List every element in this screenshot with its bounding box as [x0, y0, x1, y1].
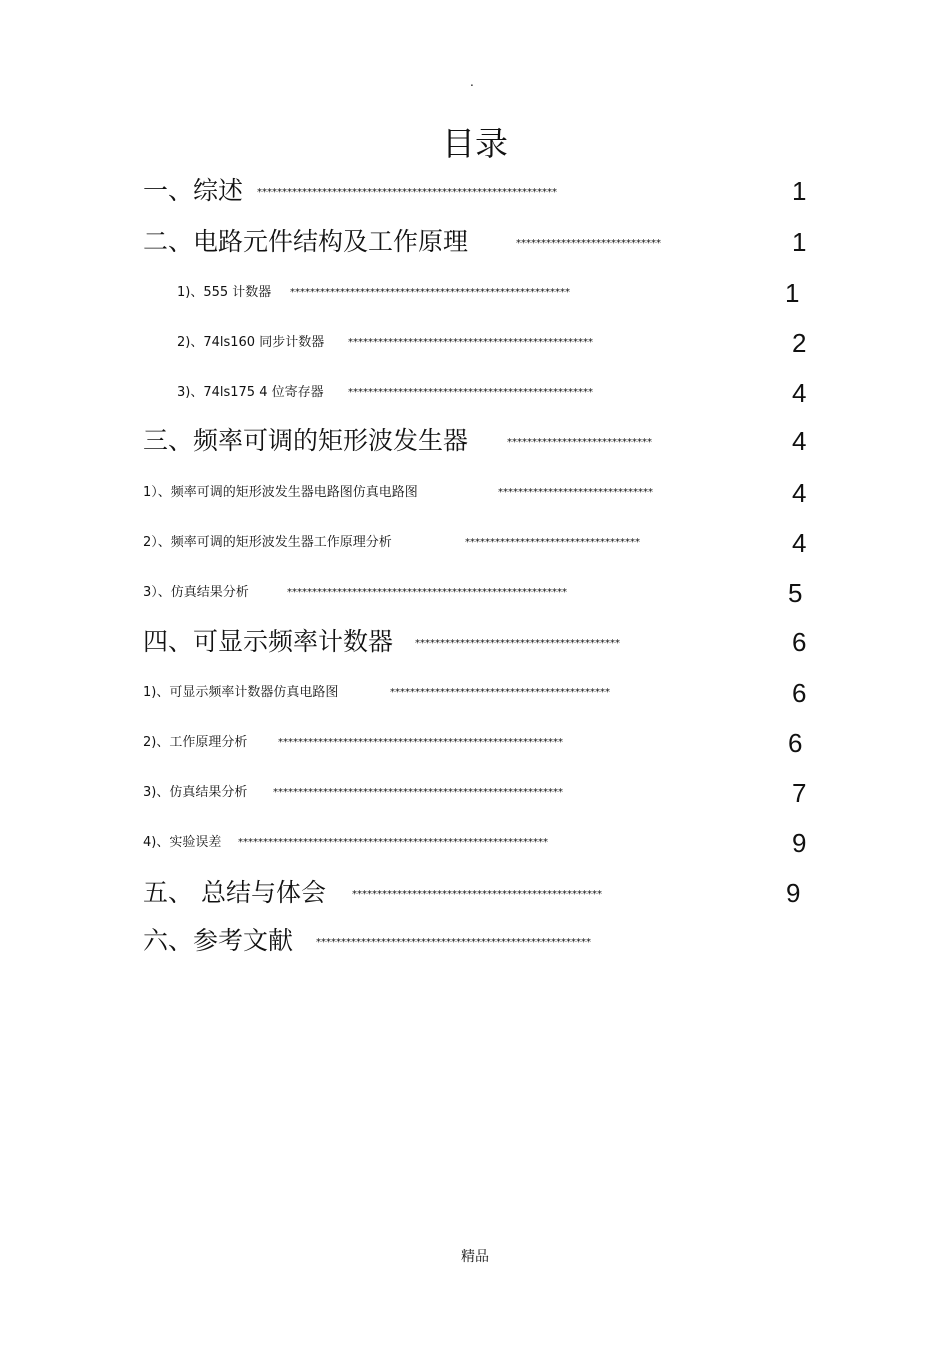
- toc-leader-dots: *****************************: [507, 437, 652, 448]
- toc-page-number: 6: [788, 728, 803, 758]
- page-footer: 精品: [461, 1249, 489, 1265]
- toc-page-number: 9: [786, 878, 801, 908]
- toc-entry-label: 1)、555 计数器: [177, 285, 272, 300]
- toc-entry-label: 3)、仿真结果分析: [143, 785, 248, 800]
- toc-leader-dots: **************************************************************: [238, 837, 548, 848]
- toc-page-number: 4: [792, 478, 807, 508]
- toc-entry-label: 1）、频率可调的矩形波发生器电路图仿真电路图: [143, 485, 418, 500]
- toc-entry-label: 三、频率可调的矩形波发生器: [143, 426, 469, 455]
- toc-leader-dots: *************************************************: [348, 387, 593, 398]
- toc-page-number: 7: [792, 778, 807, 808]
- toc-page-number: 1: [785, 278, 800, 308]
- toc-leader-dots: *****************************: [516, 238, 661, 249]
- toc-title: 目录: [442, 124, 508, 163]
- toc-page-number: 5: [788, 578, 803, 608]
- toc-leader-dots: *************************************************: [348, 337, 593, 348]
- header-mark: .: [470, 75, 474, 89]
- toc-entry-label: 五、 总结与体会: [143, 878, 326, 907]
- toc-entry-label: 4)、实验误差: [143, 835, 222, 850]
- toc-page-number: 6: [792, 627, 807, 657]
- toc-leader-dots: **************************************************: [352, 889, 602, 900]
- toc-entry-label: 六、参考文献: [143, 926, 294, 955]
- toc-leader-dots: ************************************************************: [257, 187, 557, 198]
- toc-leader-dots: ********************************************: [390, 687, 610, 698]
- toc-entry-label: 四、可显示频率计数器: [143, 627, 394, 656]
- toc-leader-dots: ***********************************: [465, 537, 640, 548]
- toc-leader-dots: *****************************************: [415, 638, 620, 649]
- toc-entry-label: 3）、仿真结果分析: [143, 585, 249, 600]
- toc-page-number: 1: [792, 176, 807, 206]
- toc-page-number: 4: [792, 426, 807, 456]
- toc-entry-label: 二、电路元件结构及工作原理: [143, 227, 469, 256]
- toc-page-number: 2: [792, 328, 807, 358]
- toc-leader-dots: ********************************************************: [287, 587, 567, 598]
- toc-entry-label: 1)、可显示频率计数器仿真电路图: [143, 685, 339, 700]
- toc-entry-label: 2）、频率可调的矩形波发生器工作原理分析: [143, 535, 392, 550]
- toc-page-number: 1: [792, 227, 807, 257]
- toc-entry-label: 一、综述: [143, 176, 244, 205]
- toc-page-number: 4: [792, 378, 807, 408]
- toc-page-number: 4: [792, 528, 807, 558]
- toc-entry-label: 3)、74ls175 4 位寄存器: [177, 385, 324, 400]
- toc-leader-dots: *******************************************************: [316, 937, 591, 948]
- toc-entry-label: 2)、工作原理分析: [143, 735, 248, 750]
- toc-page-number: 9: [792, 828, 807, 858]
- toc-leader-dots: *********************************************************: [278, 737, 563, 748]
- toc-leader-dots: **********************************************************: [273, 787, 563, 798]
- toc-page-number: 6: [792, 678, 807, 708]
- toc-entry-label: 2)、74ls160 同步计数器: [177, 335, 325, 350]
- toc-leader-dots: ********************************************************: [290, 287, 570, 298]
- toc-leader-dots: *******************************: [498, 487, 653, 498]
